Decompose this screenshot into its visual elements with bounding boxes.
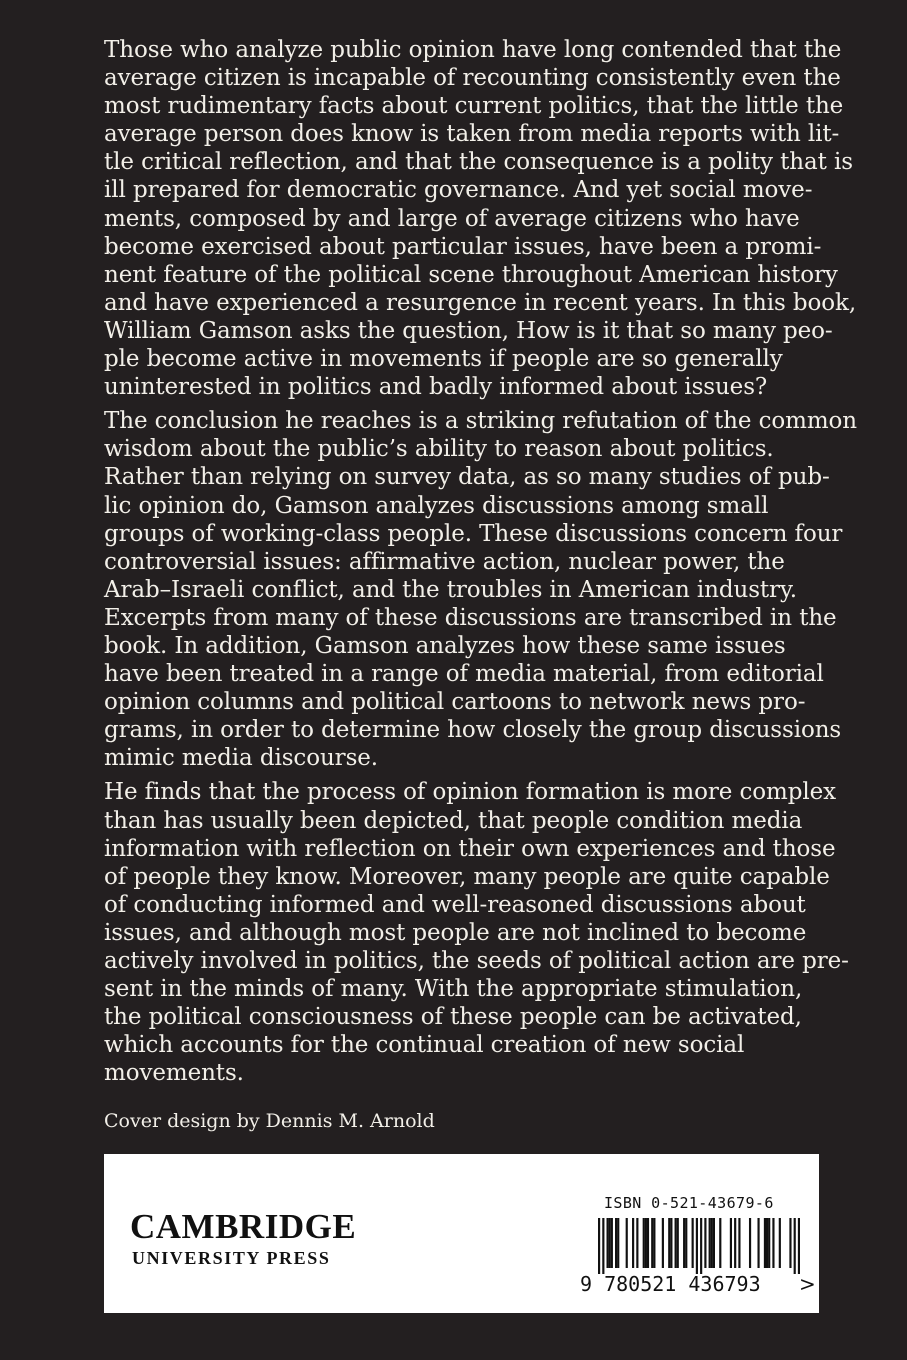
blurb-line: of conducting informed and well-reasoned discussions about — [104, 891, 806, 918]
blurb-line: Rather than relying on survey data, as so many studies of pub- — [104, 464, 830, 491]
barcode-bar — [709, 1218, 711, 1268]
barcode-bar — [779, 1218, 781, 1268]
blurb-line: William Gamson asks the question, How is it that so many peo- — [104, 317, 833, 344]
quiet-zone-marker: > — [799, 1272, 816, 1296]
blurb-line: which accounts for the continual creation of new social — [104, 1032, 745, 1059]
ean-barcode — [598, 1218, 800, 1274]
barcode-bar — [607, 1218, 609, 1268]
blurb-line: grams, in order to determine how closely the group discussions — [104, 717, 842, 744]
barcode-bar — [602, 1218, 604, 1274]
blurb-line: actively involved in politics, the seeds of political action are pre- — [104, 948, 849, 974]
publisher-barcode-panel — [104, 1154, 819, 1313]
blurb-line: book. In addition, Gamson analyzes how these same issues — [104, 632, 786, 659]
blurb-line: Arab–Israeli conflict, and the troubles in American industry. — [104, 576, 797, 603]
blurb-line: He finds that the process of opinion formation is more complex — [104, 779, 837, 806]
barcode-bar — [643, 1218, 645, 1268]
blurb-line: uninterested in politics and badly informed about issues? — [104, 374, 768, 401]
barcode-bar — [711, 1218, 713, 1268]
blurb-line: Excerpts from many of these discussions are transcribed in the — [104, 604, 837, 631]
back-cover-blurb — [104, 36, 858, 1087]
barcode-bar — [647, 1218, 649, 1268]
blurb-line: ments, composed by and large of average citizens who have — [104, 205, 800, 232]
barcode-bar — [696, 1218, 698, 1274]
barcode-bar — [738, 1218, 740, 1268]
barcode-bar — [713, 1218, 715, 1268]
barcode-bar — [730, 1218, 732, 1268]
blurb-line: become exercised about particular issues, have been a promi- — [104, 233, 822, 260]
blurb-line: the political consciousness of these people can be activated, — [104, 1004, 802, 1031]
blurb-line: and have experienced a resurgence in recent years. In this book, — [104, 289, 857, 316]
blurb-line: than has usually been depicted, that people condition media — [104, 807, 803, 834]
barcode-bar — [598, 1218, 600, 1274]
barcode-bar — [668, 1218, 670, 1268]
blurb-line: average person does know is taken from media reports with lit- — [104, 121, 840, 148]
barcode-bar — [764, 1218, 766, 1268]
barcode-bar — [609, 1218, 611, 1268]
barcode-bar — [683, 1218, 685, 1268]
blurb-paragraph — [104, 778, 849, 1087]
barcode-digits: 9 780521 436793 — [580, 1272, 761, 1296]
barcode-bar — [692, 1218, 694, 1268]
barcode-bar — [734, 1218, 736, 1268]
blurb-paragraph — [104, 36, 857, 401]
publisher-logo — [130, 1207, 357, 1269]
barcode-bar — [768, 1218, 770, 1268]
barcode-bar — [798, 1218, 800, 1274]
blurb-line: The conclusion he reaches is a striking refutation of the common — [104, 408, 858, 435]
barcode-bar — [653, 1218, 655, 1268]
blurb-line: sent in the minds of many. With the appropriate stimulation, — [104, 976, 803, 1003]
blurb-line: groups of working-class people. These discussions concern four — [104, 520, 843, 547]
blurb-line: have been treated in a range of media material, from editorial — [104, 661, 824, 688]
barcode-bar — [685, 1218, 687, 1268]
barcode-bar — [749, 1218, 751, 1268]
publisher-name: CAMBRIDGE — [130, 1207, 357, 1246]
barcode-bar — [626, 1218, 628, 1268]
barcode-bar — [645, 1218, 647, 1268]
blurb-line: mimic media discourse. — [104, 745, 378, 772]
barcode-bar — [700, 1218, 702, 1274]
publisher-subname: UNIVERSITY PRESS — [132, 1248, 331, 1268]
barcode-bar — [615, 1218, 617, 1268]
barcode-bar — [617, 1218, 619, 1268]
blurb-line: movements. — [104, 1060, 244, 1087]
barcode-bar — [789, 1218, 791, 1268]
blurb-paragraph — [104, 407, 858, 772]
barcode-bar — [662, 1218, 664, 1268]
barcode-bar — [766, 1218, 768, 1268]
blurb-line: information with reflection on their own experiences and those — [104, 835, 836, 862]
cover-design-credit: Cover design by Dennis M. Arnold — [104, 1110, 435, 1132]
blurb-line: ill prepared for democratic governance. And yet social move- — [104, 177, 813, 204]
blurb-line: most rudimentary facts about current politics, that the little the — [104, 93, 844, 120]
barcode-bar — [651, 1218, 653, 1268]
blurb-line: opinion columns and political cartoons to network news pro- — [104, 689, 806, 716]
barcode-bar — [632, 1218, 634, 1268]
barcode-bar — [757, 1218, 759, 1268]
barcode-bar — [677, 1218, 679, 1268]
barcode-bar — [704, 1218, 706, 1268]
blurb-line: average citizen is incapable of recounting consistently even the — [104, 65, 841, 92]
blurb-line: of people they know. Moreover, many people are quite capable — [104, 863, 830, 890]
blurb-line: lic opinion do, Gamson analyzes discussions among small — [104, 492, 769, 519]
blurb-line: tle critical reflection, and that the consequence is a polity that is — [104, 149, 853, 176]
barcode-bar — [675, 1218, 677, 1268]
blurb-line: wisdom about the public’s ability to reason about politics. — [104, 436, 774, 463]
blurb-line: ple become active in movements if people are so generally — [104, 346, 783, 373]
barcode-bar — [670, 1218, 672, 1268]
blurb-line: nent feature of the political scene throughout American history — [104, 261, 838, 288]
blurb-line: issues, and although most people are not inclined to become — [104, 919, 807, 946]
blurb-line: controversial issues: affirmative action, nuclear power, the — [104, 548, 785, 575]
blurb-line: Those who analyze public opinion have long contended that the — [104, 37, 842, 63]
barcode-bar — [636, 1218, 638, 1268]
barcode-bar — [794, 1218, 796, 1274]
isbn-label: ISBN 0-521-43679-6 — [604, 1194, 774, 1212]
barcode-bar — [611, 1218, 613, 1268]
barcode-bar — [719, 1218, 721, 1268]
barcode-bar — [772, 1218, 774, 1268]
